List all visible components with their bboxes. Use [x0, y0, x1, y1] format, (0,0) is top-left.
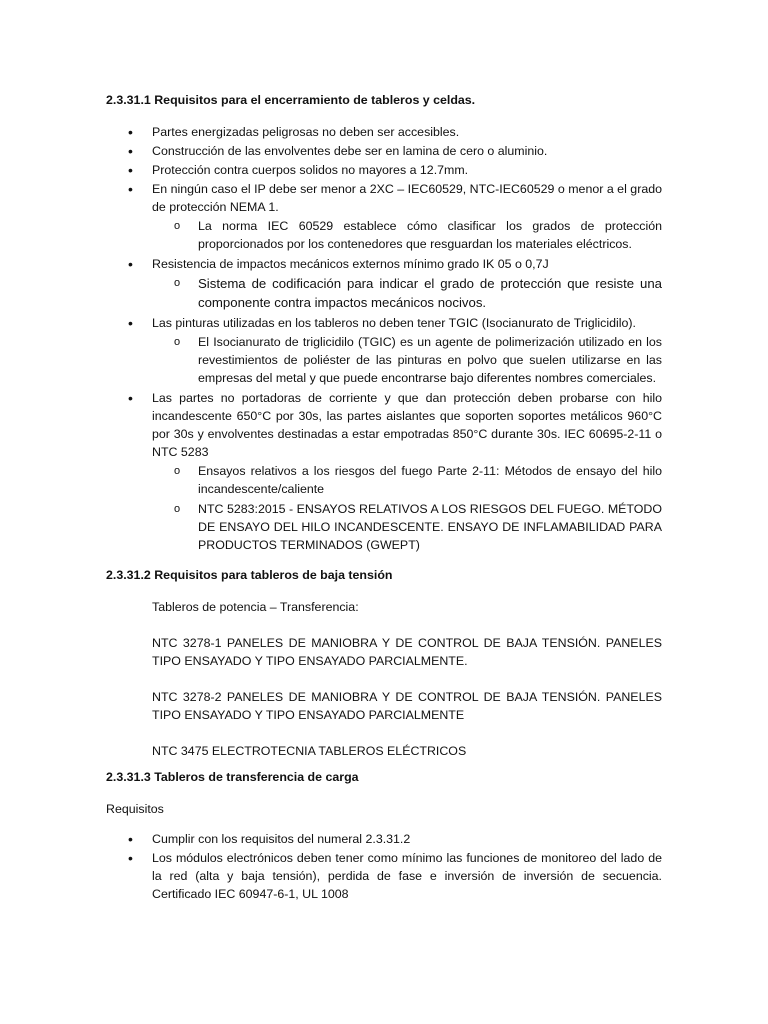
list-item-text: Resistencia de impactos mecánicos externos mínimo grado IK 05 o 0,7J	[152, 257, 549, 271]
sub-list-item: o Ensayos relativos a los riesgos del fuego Parte 2-11: Métodos de ensayo del hilo incandescente/caliente	[152, 462, 662, 498]
list-item	[106, 389, 662, 554]
transfer-requirements-list	[106, 830, 662, 903]
sub-list-item: o El Isocianurato de triglicidilo (TGIC) es un agente de polimerización utilizado en los revestimientos de poliéster de las pinturas en polvo que suelen utilizarse en las empresas del metal y que puede encontrarse bajo diferentes nombres comerciales.	[152, 333, 662, 387]
list-item: • Partes energizadas peligrosas no deben ser accesibles.	[106, 123, 662, 141]
standard-paragraph: NTC 3278-1 PANELES DE MANIOBRA Y DE CONTROL DE BAJA TENSIÓN. PANELES TIPO ENSAYADO Y TIPO ENSAYADO PARCIALMENTE.	[152, 636, 662, 668]
list-item: • Protección contra cuerpos solidos no mayores a 12.7mm.	[106, 161, 662, 179]
document-body	[106, 91, 662, 915]
list-item-text: En ningún caso el IP debe ser menor a 2XC – IEC60529, NTC-IEC60529 o menor a el grado de protección NEMA 1.	[152, 182, 662, 214]
sub-list	[152, 462, 662, 554]
list-item-text: Las partes no portadoras de corriente y que dan protección deben probarse con hilo incandescente 650°C por 30s, las partes aislantes que soporten soportes metálicos 960°C por 30s y envolventes destinadas a estar empotradas 850°C durante 30s. IEC 60695-2-11 o NTC 5283	[152, 391, 662, 459]
section-subtitle: Tableros de potencia – Transferencia:	[152, 600, 359, 614]
section-heading-2-3-31-3: 2.3.31.3 Tableros de transferencia de carga	[106, 770, 359, 784]
sub-list-item: o Sistema de codificación para indicar el grado de protección que resiste una componente contra impactos mecánicos nocivos.	[152, 274, 662, 312]
requirements-list	[106, 123, 662, 554]
sub-list	[152, 217, 662, 253]
sub-list-item: o NTC 5283:2015 - ENSAYOS RELATIVOS A LOS RIESGOS DEL FUEGO. MÉTODO DE ENSAYO DEL HILO INCANDESCENTE. ENSAYO DE INFLAMABILIDAD PARA PRODUCTOS TERMINADOS (GWEPT)	[152, 500, 662, 554]
list-item	[106, 180, 662, 253]
list-item	[106, 255, 662, 312]
sub-list-item: o La norma IEC 60529 establece cómo clasificar los grados de protección proporcionados por los contenedores que resguardan los materiales eléctricos.	[152, 217, 662, 253]
sub-list	[152, 274, 662, 312]
standard-paragraph: NTC 3278-2 PANELES DE MANIOBRA Y DE CONTROL DE BAJA TENSIÓN. PANELES TIPO ENSAYADO Y TIPO ENSAYADO PARCIALMENTE	[152, 690, 662, 722]
sub-list	[152, 333, 662, 387]
requirements-label: Requisitos	[106, 802, 164, 816]
section-heading-2-3-31-1: 2.3.31.1 Requisitos para el encerramiento de tableros y celdas.	[106, 93, 476, 107]
list-item-text: Las pinturas utilizadas en los tableros no deben tener TGIC (Isocianurato de Triglicidilo).	[152, 316, 636, 330]
list-item: • Construcción de las envolventes debe ser en lamina de cero o aluminio.	[106, 142, 662, 160]
section-heading-2-3-31-2: 2.3.31.2 Requisitos para tableros de baja tensión	[106, 568, 393, 582]
list-item	[106, 314, 662, 387]
list-item: • Cumplir con los requisitos del numeral 2.3.31.2	[106, 830, 662, 848]
list-item: • Los módulos electrónicos deben tener como mínimo las funciones de monitoreo del lado de la red (alta y baja tensión), perdida de fase e inversión de inversión de secuencia. Certificado IEC 60947-6-1, UL 1008	[106, 849, 662, 903]
standard-paragraph: NTC 3475 ELECTROTECNIA TABLEROS ELÉCTRICOS	[152, 744, 467, 758]
